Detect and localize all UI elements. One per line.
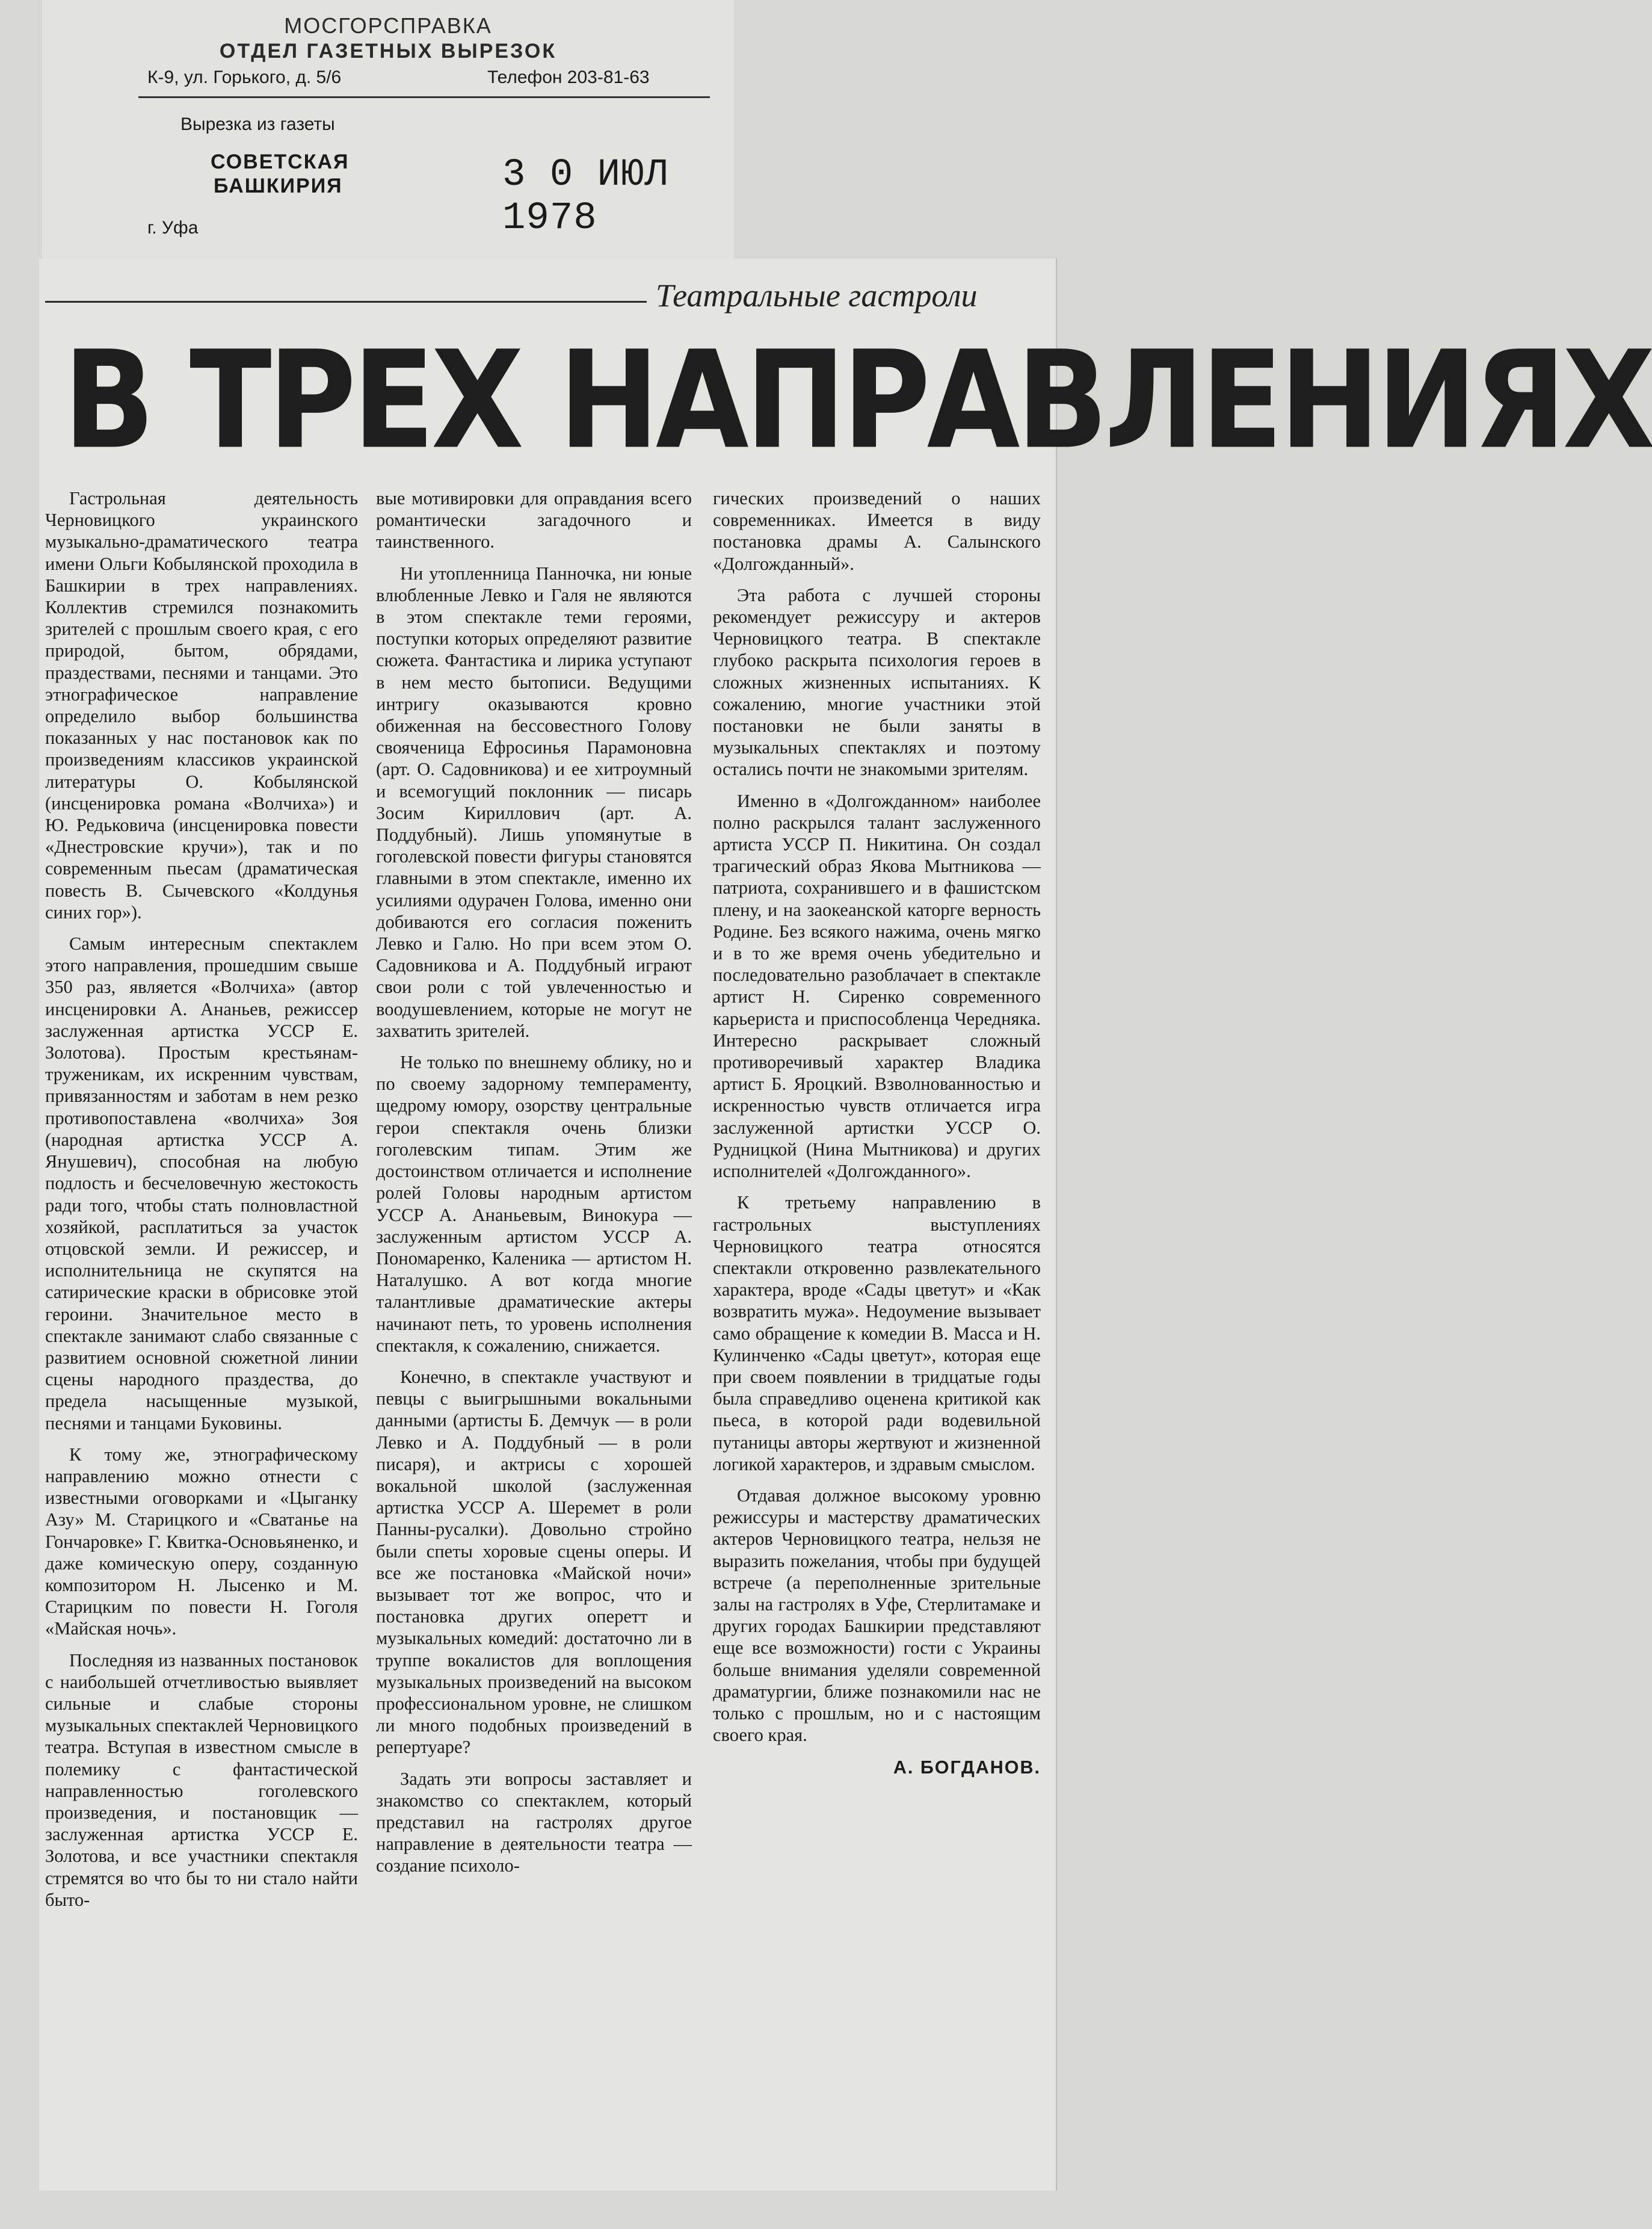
paragraph: Не только по внешнему облику, но и по своему задорному темпераменту, щедрому юмору, озорству центральные герои спектакля очень близки гоголевским типам. Этим же достоинством отличается и исполнение ролей Головы народным артистом УССР А. Ананьевым, Винокура — заслуженным артистом УССР А. Пономаренко, Каленика — артистом Н. Наталушко. А вот когда многие талантливые драматические актеры начинают петь, то уровень исполнения спектакля, к сожалению, снижается. bbox=[376, 1052, 692, 1356]
clipping-date: 3 0 ИЮЛ 1978 bbox=[502, 153, 668, 240]
newspaper-clipping bbox=[39, 259, 1652, 2190]
paragraph: К тому же, этнографическому направлению можно отнести с известными оговорками и «Цыганку Азу» М. Старицкого и «Сватанье на Гончаровке» Г. Квитка-Основьяненко, и даже комическую оперу, созданную композитором Н. Лысенко и М. Старицким по повести Н. Гоголя «Майская ночь». bbox=[45, 1444, 358, 1639]
paragraph: К третьему направлению в гастрольных выступлениях Черновицкого театра относятся спектакли откровенно развлекательного характера, вроде «Сады цветут» и «Как возвратить мужа». Недоумение вызывает само обращение к комедии В. Масса и Н. Кулинченко «Сады цветут», которая еще при своем появлении в тридцатые годы была справедливо оценена критикой как пьеса, в которой ради водевильной путаницы авторы жертвуют и жизненной логикой характеров, и здравым смыслом. bbox=[713, 1192, 1041, 1474]
rubric-rule bbox=[45, 301, 647, 303]
newspaper-name-line1: СОВЕТСКАЯ bbox=[211, 150, 350, 173]
paragraph: Задать эти вопросы заставляет и знакомство со спектаклем, который представил на гастролях другое направление в деятельности театра — создание психоло- bbox=[376, 1768, 692, 1876]
article-headline: В ТРЕХ НАПРАВЛЕНИЯХ bbox=[63, 322, 1652, 480]
newspaper-name-line2: БАШКИРИЯ bbox=[214, 175, 343, 197]
paragraph: Эта работа с лучшей стороны рекомендует режиссуру и актеров Черновицкого театра. В спектакле глубоко раскрыта психология героев в сложных жизненных испытаниях. К сожалению, многие участники этой постановки не были заняты в музыкальных спектаклях и поэтому остались почти не знакомыми зрителям. bbox=[713, 584, 1041, 780]
author-signature: А. БОГДАНОВ. bbox=[893, 1757, 1041, 1778]
newspaper-city: г. Уфа bbox=[147, 218, 199, 238]
paragraph: Конечно, в спектакле участвуют и певцы с выигрышными вокальными данными (артисты Б. Демчук — в роли Левко и А. Поддубный — в роли писаря), и актрисы с хорошей вокальной школой (заслуженная артистка УССР А. Шеремет в роли Панны-русалки). Довольно стройно были спеты хоровые сцены оперы. И все же постановка «Майской ночи» вызывает тот же вопрос, что и постановка других оперетт и музыкальных комедий: достаточно ли в труппе вокалистов для воплощения музыкальных произведений на высоком профессиональном уровне, не слишком ли много подобных произведений в репертуаре? bbox=[376, 1366, 692, 1758]
rubric-title: Театральные гастроли bbox=[656, 277, 978, 314]
article-column-3 bbox=[713, 487, 1041, 1779]
paragraph: Ни утопленница Панночка, ни юные влюбленные Левко и Галя не являются в этом спектакле теми героями, поступки которых определяют развитие сюжета. Фантастика и лирика уступают в нем место бытописи. Ведущими интригу оказываются кровно обиженная на бессовестного Голову свояченица Ефросинья Парамоновна (арт. О. Садовникова) и ее хитроумный и всемогущий поклонник — писарь Зосим Кириллович (арт. А. Поддубный). Лишь упомянутые в гоголевской повести фигуры становятся главными в этом спектакле, именно их усилиями одурачен Голова, именно они добиваются его согласия поженить Левко и Галю. Но при всем этом О. Садовникова и А. Поддубный играют свои роли с той увлеченностью и воодушевлением, которые не могут не захватить зрителей. bbox=[376, 563, 692, 1041]
clipping-bureau-stamp bbox=[42, 0, 734, 265]
paragraph: вые мотивировки для оправдания всего романтически загадочного и таинственного. bbox=[376, 488, 692, 552]
stamp-divider bbox=[138, 96, 710, 98]
paragraph: Последняя из названных постановок с наибольшей отчетливостью выявляет сильные и слабые стороны музыкальных спектаклей Черновицкого театра. Вступая в известном смысле в полемику с фантастической направленностью гоголевского произведения, и постановщик — заслуженная артистка УССР Е. Золотова, и все участники спектакля стремятся во что бы то ни стало найти быто- bbox=[45, 1649, 358, 1910]
stamp-address: К-9, ул. Горького, д. 5/6 bbox=[147, 67, 342, 87]
stamp-phone: Телефон 203-81-63 bbox=[487, 67, 650, 87]
paragraph: гических произведений о наших современниках. Имеется в виду постановка драмы А. Салынского «Долгожданный». bbox=[713, 488, 1041, 574]
paragraph: Гастрольная деятельность Черновицкого украинского музыкально-драматического театра имени Ольги Кобылянской проходила в Башкирии в трех направлениях. Коллектив стремился познакомить зрителей с прошлым своего края, с его природой, бытом, обрядами, праздествами, песнями и танцами. Это этнографическое направление определило выбор большинства показанных у нас постановок как по произведениям классиков украинской литературы О. Кобылянской (инсценировка романа «Волчиха») и Ю. Редьковича (инсценировка повести «Днестровские кручи»), так и по современным пьесам (драматическая повесть В. Сычевского «Колдунья синих гор»). bbox=[45, 488, 358, 923]
paragraph: Отдавая должное высокому уровню режиссуры и мастерству драматических актеров Черновицкого театра, нельзя не выразить пожелания, чтобы при будущей встрече (а переполненные зрительные залы на гастролях в Уфе, Стерлитамаке и других городах Башкирии представляют еще все возможности) гости с Украины больше внимания уделяли современной драматургии, ближе познакомили нас не только с прошлым, но и с настоящим своего края. bbox=[713, 1485, 1041, 1746]
clipping-label: Вырезка из газеты bbox=[180, 114, 335, 134]
article-column-1 bbox=[45, 487, 358, 1911]
paragraph: Именно в «Долгожданном» наиболее полно раскрылся талант заслуженного артиста УССР П. Никитина. Он создал трагический образ Якова Мытникова — патриота, сохранившего и в фашистском плену, и на заокеанской каторге верность Родине. Без всякого нажима, очень мягко и в то же время очень убедительно и последовательно разоблачает в спектакле артист Н. Сиренко современного карьериста и приспособленца Чередняка. Интересно раскрывает сложный противоречивый характер Владика артист Б. Яроцкий. Взволнованностью и искренностью чувств отличается игра заслуженной артистки УССР О. Рудницкой (Нина Мытникова) и других исполнителей «Долгожданного». bbox=[713, 790, 1041, 1182]
article-column-2 bbox=[376, 487, 692, 1877]
paragraph: Самым интересным спектаклем этого направления, прошедшим свыше 350 раз, является «Волчиха» (автор инсценировки А. Ананьев, режиссер заслуженная артистка УССР Е. Золотова). Простым крестьянам-труженикам, их искренним чувствам, привязанностям и заботам в нем резко противопоставлена «волчиха» Зоя (народная артистка УССР А. Янушевич), способная на любую подлость и бесчеловечную жестокость ради того, чтобы стать полновластной хозяйкой, расплатиться за участок отцовской земли. И режиссер, и исполнительница не скупятся на сатирические краски в обрисовке этой героини. Значительное место в спектакле занимают слабо связанные с развитием основной сюжетной линии сцены народного праздества, до предела насыщенные музыкой, песнями и танцами Буковины. bbox=[45, 933, 358, 1433]
agency-name: МОСГОРСПРАВКА bbox=[284, 13, 492, 38]
department-name: ОТДЕЛ ГАЗЕТНЫХ ВЫРЕЗОК bbox=[219, 40, 557, 63]
